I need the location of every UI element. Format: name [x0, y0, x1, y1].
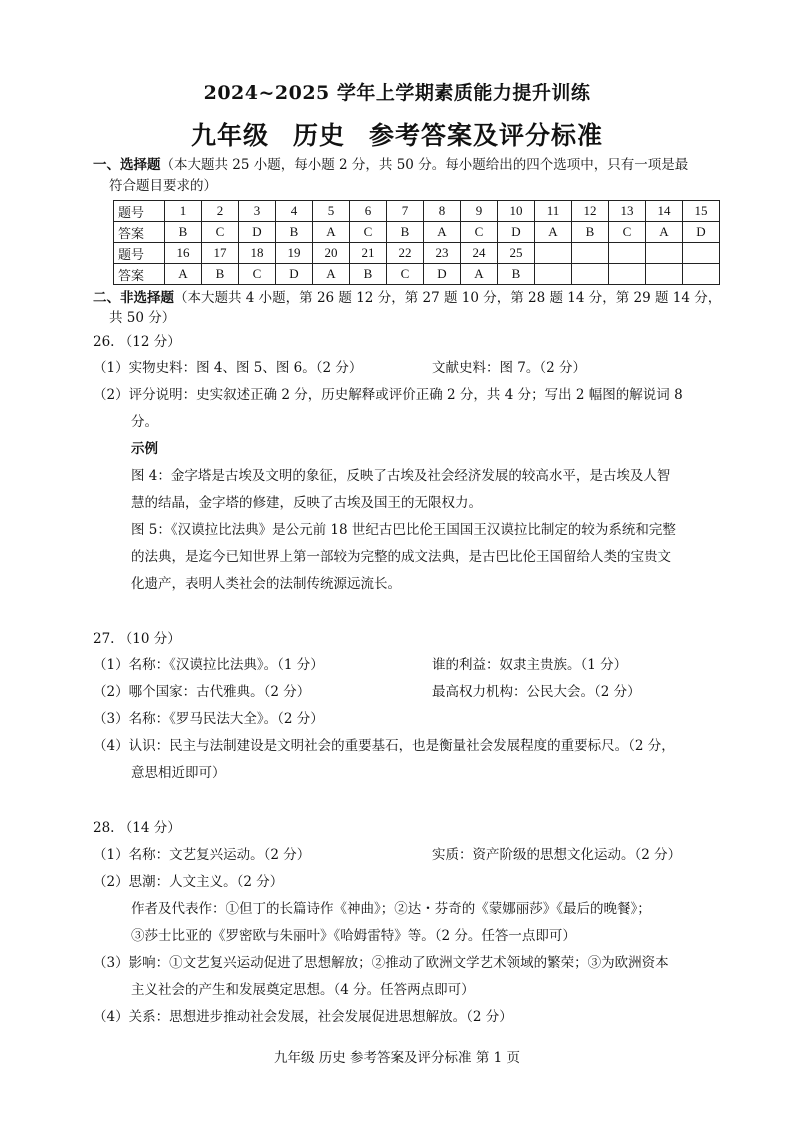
answer-cell: D [276, 264, 313, 285]
question-number-cell [646, 243, 683, 264]
question-number-cell: 19 [276, 243, 313, 264]
q27-part3-name: （3）名称：《罗马民法大全》。（2 分） [93, 711, 324, 727]
question-number-cell: 11 [535, 201, 572, 222]
q28-part2-works-line1: 作者及代表作：①但丁的长篇诗作《神曲》；②达・芬奇的《蒙娜丽莎》《最后的晚餐》； [131, 901, 651, 917]
question-number-cell: 2 [202, 201, 239, 222]
question-number-cell: 18 [239, 243, 276, 264]
answer-table-number-row [114, 201, 720, 222]
q26-fig5-line3: 化遗产，表明人类社会的法制传统源远流长。 [131, 576, 401, 592]
section1-heading: 一、选择题 [93, 157, 161, 173]
question-number-cell: 14 [646, 201, 683, 222]
row-label-answer: 答案 [114, 222, 165, 243]
q28-part4: （4）关系：思想进步推动社会发展，社会发展促进思想解放。（2 分） [93, 1009, 513, 1025]
section2-line1 [93, 289, 721, 307]
answer-cell: B [202, 264, 239, 285]
question-number-cell: 1 [165, 201, 202, 222]
q28-part2-trend: （2）思潮：人文主义。（2 分） [93, 874, 284, 890]
answer-cell: C [387, 264, 424, 285]
answer-cell: C [461, 222, 498, 243]
q28-part1-essence: 实质：资产阶级的思想文化运动。（2 分） [432, 847, 682, 863]
answer-cell: A [424, 222, 461, 243]
question-number-cell [683, 243, 720, 264]
section2-heading: 二、非选择题 [93, 290, 174, 306]
section2-desc2: 共 50 分） [109, 310, 176, 326]
q26-part2-line2: 分。 [131, 414, 158, 430]
row-label-number: 题号 [114, 243, 165, 264]
q26-fig4-line1: 图 4：金字塔是古埃及文明的象征，反映了古埃及社会经济发展的较高水平，是古埃及人智 [131, 468, 671, 484]
question-number-cell: 8 [424, 201, 461, 222]
question-number-cell: 10 [498, 201, 535, 222]
question-number-cell: 7 [387, 201, 424, 222]
section1-desc1: （本大题共 25 小题，每小题 2 分，共 50 分。每小题给出的四个选项中，只有一项是最 [160, 157, 689, 173]
question-number-cell: 4 [276, 201, 313, 222]
question-number-cell: 12 [572, 201, 609, 222]
q26-part2-line1: （2）评分说明：史实叙述正确 2 分，历史解释或评价正确 2 分，共 4 分；写出 2 幅图的解说词 8 [93, 387, 683, 403]
answer-cell: A [535, 222, 572, 243]
answer-cell: C [239, 264, 276, 285]
answer-table-number-row [114, 243, 720, 264]
q26-fig5-line2: 的法典，是迄今已知世界上第一部较为完整的成文法典，是古巴比伦王国留给人类的宝贵文 [131, 549, 671, 565]
question-number-cell: 23 [424, 243, 461, 264]
section1-line1 [93, 156, 688, 174]
answer-cell: D [239, 222, 276, 243]
answer-table-answer-row [114, 222, 720, 243]
q27-heading: 27. （10 分） [93, 631, 181, 647]
subtitle-subject: 历史 [292, 121, 345, 150]
question-number-cell: 16 [165, 243, 202, 264]
question-number-cell [535, 243, 572, 264]
question-number-cell: 24 [461, 243, 498, 264]
q28-part3-line2: 主义社会的产生和发展奠定思想。（4 分。任答两点即可） [131, 982, 475, 998]
q27-part1-interest: 谁的利益：奴隶主贵族。（1 分） [432, 657, 628, 673]
question-number-cell: 17 [202, 243, 239, 264]
answer-cell [646, 264, 683, 285]
answer-table [113, 200, 720, 285]
answer-cell: B [276, 222, 313, 243]
section2-desc1: （本大题共 4 小题，第 26 题 12 分，第 27 题 10 分，第 28 题 14 分，第 29 题 14 分， [174, 290, 722, 306]
answer-cell: B [572, 222, 609, 243]
answer-cell: B [165, 222, 202, 243]
q27-part1-name: （1）名称：《汉谟拉比法典》。（1 分） [93, 657, 324, 673]
answer-cell: B [350, 264, 387, 285]
answer-cell: D [683, 222, 720, 243]
question-number-cell: 20 [313, 243, 350, 264]
answer-cell [572, 264, 609, 285]
answer-cell: A [313, 264, 350, 285]
document-title: 2024~2025 学年上学期素质能力提升训练 [203, 82, 591, 104]
answer-cell: C [350, 222, 387, 243]
answer-cell: B [387, 222, 424, 243]
answer-cell: C [609, 222, 646, 243]
answer-cell [683, 264, 720, 285]
answer-cell: A [313, 222, 350, 243]
question-number-cell: 22 [387, 243, 424, 264]
document-subtitle [0, 116, 794, 152]
q26-heading: 26. （12 分） [93, 334, 181, 350]
q27-part4-line1: （4）认识：民主与法制建设是文明社会的重要基石，也是衡量社会发展程度的重要标尺。（2 分， [93, 738, 675, 754]
answer-table-answer-row [114, 264, 720, 285]
q28-part1-name: （1）名称：文艺复兴运动。（2 分） [93, 847, 311, 863]
section1-desc2: 符合题目要求的） [109, 178, 217, 194]
q27-part2-authority: 最高权力机构：公民大会。（2 分） [432, 684, 641, 700]
question-number-cell: 25 [498, 243, 535, 264]
page-footer: 九年级 历史 参考答案及评分标准 第 1 页 [273, 1050, 521, 1066]
answer-cell: D [424, 264, 461, 285]
subtitle-grade: 九年级 [190, 121, 269, 150]
q26-part1-documents: 文献史料：图 7。（2 分） [432, 360, 587, 376]
question-number-cell [609, 243, 646, 264]
answer-cell [609, 264, 646, 285]
q28-heading: 28. （14 分） [93, 820, 181, 836]
q26-fig5-line1: 图 5：《汉谟拉比法典》是公元前 18 世纪古巴比伦王国国王汉谟拉比制定的较为系统和完整 [131, 522, 676, 538]
question-number-cell: 6 [350, 201, 387, 222]
answer-cell [535, 264, 572, 285]
q27-part4-line2: 意思相近即可） [131, 765, 226, 781]
q26-example-label: 示例 [131, 441, 158, 457]
q27-part2-country: （2）哪个国家：古代雅典。（2 分） [93, 684, 311, 700]
q28-part3-line1: （3）影响：①文艺复兴运动促进了思想解放；②推动了欧洲文学艺术领域的繁荣；③为欧洲资本 [93, 955, 669, 971]
q28-part2-works-line2: ③莎士比亚的《罗密欧与朱丽叶》《哈姆雷特》等。（2 分。任答一点即可） [131, 928, 576, 944]
answer-cell: A [646, 222, 683, 243]
subtitle-doc: 参考答案及评分标准 [369, 121, 604, 150]
question-number-cell: 5 [313, 201, 350, 222]
question-number-cell [572, 243, 609, 264]
row-label-number: 题号 [114, 201, 165, 222]
answer-cell: D [498, 222, 535, 243]
question-number-cell: 15 [683, 201, 720, 222]
question-number-cell: 21 [350, 243, 387, 264]
question-number-cell: 3 [239, 201, 276, 222]
q26-fig4-line2: 慧的结晶，金字塔的修建，反映了古埃及国王的无限权力。 [131, 495, 482, 511]
answer-cell: C [202, 222, 239, 243]
q26-part1-physical: （1）实物史料：图 4、图 5、图 6。（2 分） [93, 360, 363, 376]
answer-cell: A [165, 264, 202, 285]
row-label-answer: 答案 [114, 264, 165, 285]
question-number-cell: 13 [609, 201, 646, 222]
answer-cell: A [461, 264, 498, 285]
answer-cell: B [498, 264, 535, 285]
question-number-cell: 9 [461, 201, 498, 222]
